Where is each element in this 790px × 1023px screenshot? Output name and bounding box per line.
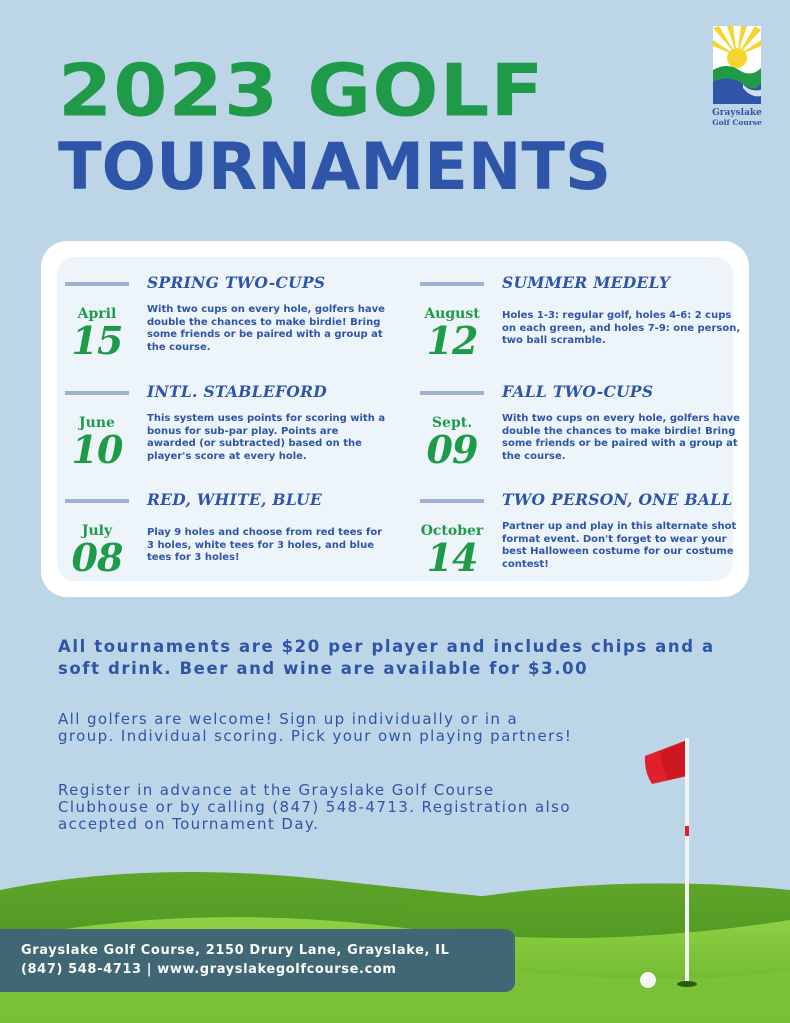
- event-two-person-one-ball: [416, 477, 751, 580]
- event-description: Holes 1-3: regular golf, holes 4-6: 2 cups on each green, and holes 7-9: one person, two ball scramble.: [502, 310, 741, 346]
- event-title: TWO PERSON, ONE BALL: [502, 490, 733, 509]
- event-day: 14: [426, 535, 478, 580]
- event-day: 12: [426, 318, 478, 363]
- footer-address: Grayslake Golf Course, 2150 Drury Lane, Grayslake, IL: [21, 943, 450, 958]
- event-red-white-blue: [61, 477, 396, 580]
- sun-over-hills-icon: [713, 26, 761, 104]
- tournament-schedule-card: [41, 241, 749, 597]
- divider-bar: [420, 391, 484, 395]
- event-summer-medely: [416, 260, 751, 363]
- event-month: April: [77, 306, 117, 322]
- title-line-1: 2023 GOLF: [58, 50, 545, 133]
- event-description: Play 9 holes and choose from red tees for 3 holes, white tees for 3 holes, and blue tees for 3 holes!: [147, 527, 383, 563]
- event-day: 10: [71, 427, 123, 472]
- logo-subtitle: Golf Course: [712, 118, 762, 127]
- event-title: RED, WHITE, BLUE: [147, 490, 323, 509]
- event-day: 15: [71, 318, 123, 363]
- event-description: This system uses points for scoring with a bonus for sub-par play. Points are awarded (or subtracted) based on the player's score at every hole.: [147, 413, 386, 462]
- event-description: With two cups on every hole, golfers have double the chances to make birdie! Bring some friends or be paired with a group at the course.: [502, 413, 740, 462]
- event-month: October: [420, 523, 484, 539]
- title-line-2: TOURNAMENTS: [58, 130, 612, 206]
- event-title: SUMMER MEDELY: [502, 273, 671, 292]
- event-month: June: [79, 415, 115, 431]
- schedule-panel: [57, 257, 741, 581]
- event-description: Partner up and play in this alternate shot format event. Don't forget to wear your best Halloween costume for our costume contest!: [502, 521, 737, 570]
- pricing-note: All tournaments are $20 per player and includes chips and a soft drink. Beer and wine are available for $3.00: [58, 637, 715, 678]
- event-month: August: [424, 306, 480, 322]
- event-intl-stableford: [61, 369, 396, 472]
- footer-contact-bar: [0, 929, 515, 992]
- event-day: 09: [426, 427, 478, 472]
- footer-contact[interactable]: (847) 548-4713 | www.grayslakegolfcourse.com: [21, 962, 397, 977]
- grayslake-logo: [708, 26, 766, 128]
- welcome-text: All golfers are welcome! Sign up individually or in a group. Individual scoring. Pick your own playing partners!: [58, 710, 573, 745]
- event-title: FALL TWO-CUPS: [502, 382, 654, 401]
- event-day: 08: [71, 535, 123, 580]
- golf-flag-icon: [640, 734, 720, 994]
- event-month: Sept.: [431, 415, 473, 431]
- event-fall-two-cups: [416, 369, 751, 472]
- event-month: July: [81, 523, 113, 539]
- divider-bar: [420, 499, 484, 503]
- divider-bar: [65, 391, 129, 395]
- logo-name: Grayslake: [712, 108, 762, 118]
- event-description: With two cups on every hole, golfers have double the chances to make birdie! Bring some friends or be paired with a group at the course.: [147, 304, 385, 353]
- divider-bar: [65, 282, 129, 286]
- divider-bar: [420, 282, 484, 286]
- event-spring-two-cups: [61, 260, 396, 363]
- event-title: SPRING TWO-CUPS: [147, 273, 326, 292]
- divider-bar: [65, 499, 129, 503]
- event-title: INTL. STABLEFORD: [147, 382, 327, 401]
- registration-text: Register in advance at the Grayslake Golf Course Clubhouse or by calling (847) 548-4713. Registration also accepted on Tournament Day.: [58, 781, 571, 833]
